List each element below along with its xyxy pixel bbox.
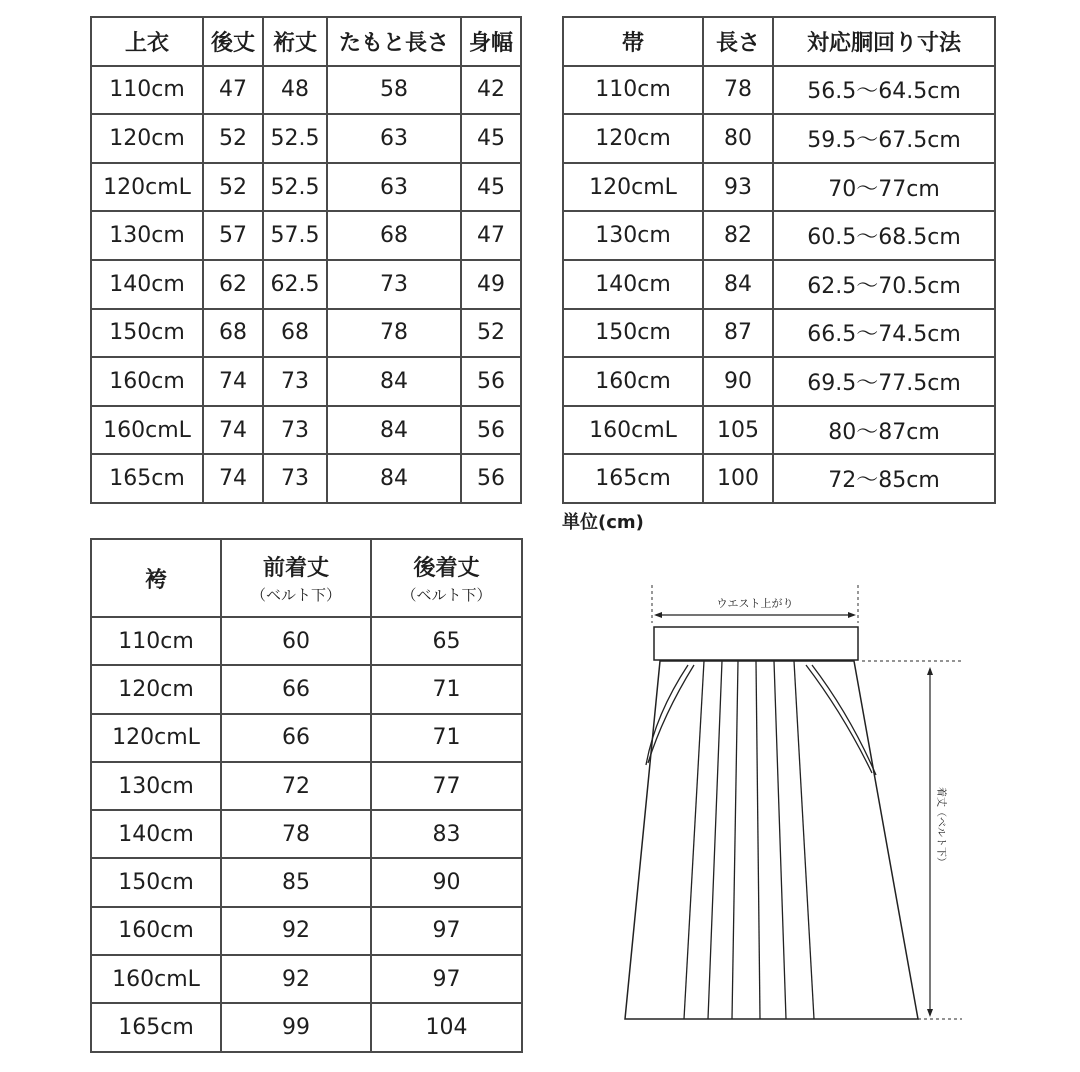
header-sublabel: （ベルト下） (401, 586, 492, 604)
cell: 140cm (91, 260, 203, 309)
header-cell: 対応胴回り寸法 (773, 17, 995, 66)
table-row (563, 163, 995, 212)
table-row (91, 163, 521, 212)
cell: 60.5～68.5cm (773, 211, 995, 260)
table-row (91, 66, 521, 115)
header-cell: たもと長さ (327, 17, 461, 66)
cell: 63 (327, 114, 461, 163)
cell: 57 (203, 211, 263, 260)
cell: 65 (371, 617, 522, 665)
cell: 140cm (563, 260, 703, 309)
table-header-row (91, 539, 522, 617)
cell: 150cm (91, 309, 203, 358)
cell: 71 (371, 714, 522, 762)
cell: 90 (703, 357, 773, 406)
cell: 52.5 (263, 114, 327, 163)
cell: 110cm (91, 617, 221, 665)
cell: 84 (327, 406, 461, 455)
cell: 58 (327, 66, 461, 115)
header-cell: 身幅 (461, 17, 521, 66)
cell: 140cm (91, 810, 221, 858)
cell: 100 (703, 454, 773, 503)
cell: 93 (703, 163, 773, 212)
cell: 73 (327, 260, 461, 309)
cell: 62.5～70.5cm (773, 260, 995, 309)
header-cell (221, 539, 371, 617)
table-header-row (563, 17, 995, 66)
hakama-body (625, 661, 918, 1019)
table-row (563, 211, 995, 260)
cell: 45 (461, 114, 521, 163)
header-sublabel: （ベルト下） (250, 586, 341, 604)
cell: 160cm (91, 907, 221, 955)
cell: 84 (703, 260, 773, 309)
table-row (91, 309, 521, 358)
cell: 47 (203, 66, 263, 115)
cell: 87 (703, 309, 773, 358)
cell: 150cm (563, 309, 703, 358)
cell: 56 (461, 454, 521, 503)
cell: 52 (203, 114, 263, 163)
cell: 160cmL (91, 955, 221, 1003)
table-row (91, 810, 522, 858)
table-row (563, 357, 995, 406)
cell: 66.5～74.5cm (773, 309, 995, 358)
cell: 160cm (563, 357, 703, 406)
cell: 72 (221, 762, 371, 810)
cell: 45 (461, 163, 521, 212)
cell: 56.5～64.5cm (773, 66, 995, 115)
cell: 110cm (563, 66, 703, 115)
cell: 120cmL (563, 163, 703, 212)
cell: 120cm (91, 665, 221, 713)
cell: 130cm (91, 762, 221, 810)
table-row (563, 114, 995, 163)
cell: 110cm (91, 66, 203, 115)
cell: 52 (203, 163, 263, 212)
table-row (563, 406, 995, 455)
cell: 66 (221, 714, 371, 762)
cell: 57.5 (263, 211, 327, 260)
cell: 80 (703, 114, 773, 163)
waistband (654, 627, 858, 660)
cell: 52.5 (263, 163, 327, 212)
table-row (91, 406, 521, 455)
header-label: 前着丈 (262, 556, 329, 581)
obi-size-table (562, 16, 996, 504)
cell: 105 (703, 406, 773, 455)
cell: 69.5～77.5cm (773, 357, 995, 406)
cell: 120cmL (91, 163, 203, 212)
cell: 48 (263, 66, 327, 115)
header-label: 袴 (144, 567, 167, 593)
cell: 78 (327, 309, 461, 358)
cell: 97 (371, 907, 522, 955)
cell: 74 (203, 454, 263, 503)
arrow-head-icon (848, 612, 856, 618)
cell: 62 (203, 260, 263, 309)
header-cell: 後丈 (203, 17, 263, 66)
cell: 49 (461, 260, 521, 309)
cell: 82 (703, 211, 773, 260)
cell: 70～77cm (773, 163, 995, 212)
cell: 68 (203, 309, 263, 358)
header-cell: 裄丈 (263, 17, 327, 66)
table-row (91, 114, 521, 163)
cell: 97 (371, 955, 522, 1003)
table-row (91, 357, 521, 406)
table-row (91, 1003, 522, 1051)
cell: 71 (371, 665, 522, 713)
cell: 59.5～67.5cm (773, 114, 995, 163)
cell: 83 (371, 810, 522, 858)
upper-garment-size-table (90, 16, 522, 504)
cell: 104 (371, 1003, 522, 1051)
cell: 60 (221, 617, 371, 665)
cell: 78 (221, 810, 371, 858)
table-row (91, 714, 522, 762)
hakama-diagram (600, 575, 980, 1035)
arrow-head-icon (654, 612, 662, 618)
cell: 130cm (563, 211, 703, 260)
cell: 42 (461, 66, 521, 115)
cell: 150cm (91, 858, 221, 906)
header-cell (91, 539, 221, 617)
cell: 68 (327, 211, 461, 260)
hakama-size-table (90, 538, 523, 1053)
waist-label: ウエスト上がり (716, 597, 794, 610)
table-row (91, 260, 521, 309)
cell: 68 (263, 309, 327, 358)
cell: 63 (327, 163, 461, 212)
cell: 52 (461, 309, 521, 358)
arrow-head-icon (927, 667, 933, 675)
cell: 120cmL (91, 714, 221, 762)
cell: 165cm (563, 454, 703, 503)
cell: 73 (263, 357, 327, 406)
table-row (91, 617, 522, 665)
cell: 99 (221, 1003, 371, 1051)
cell: 90 (371, 858, 522, 906)
table-row (91, 858, 522, 906)
table-row (563, 66, 995, 115)
cell: 72～85cm (773, 454, 995, 503)
length-label: 着丈（ベルト下） (935, 787, 946, 867)
cell: 78 (703, 66, 773, 115)
table-row (91, 762, 522, 810)
cell: 74 (203, 357, 263, 406)
cell: 47 (461, 211, 521, 260)
cell: 74 (203, 406, 263, 455)
cell: 92 (221, 955, 371, 1003)
cell: 80～87cm (773, 406, 995, 455)
cell: 160cmL (91, 406, 203, 455)
unit-note: 単位(cm) (562, 512, 644, 533)
cell: 56 (461, 357, 521, 406)
cell: 66 (221, 665, 371, 713)
header-cell: 長さ (703, 17, 773, 66)
arrow-head-icon (927, 1009, 933, 1017)
table-row (91, 211, 521, 260)
cell: 160cmL (563, 406, 703, 455)
header-cell (371, 539, 522, 617)
header-label: 後着丈 (413, 556, 480, 581)
header-cell: 上衣 (91, 17, 203, 66)
table-header-row (91, 17, 521, 66)
cell: 62.5 (263, 260, 327, 309)
cell: 73 (263, 454, 327, 503)
cell: 165cm (91, 1003, 221, 1051)
cell: 120cm (91, 114, 203, 163)
cell: 165cm (91, 454, 203, 503)
cell: 84 (327, 357, 461, 406)
cell: 77 (371, 762, 522, 810)
table-row (563, 260, 995, 309)
cell: 84 (327, 454, 461, 503)
table-row (563, 454, 995, 503)
cell: 120cm (563, 114, 703, 163)
cell: 92 (221, 907, 371, 955)
cell: 56 (461, 406, 521, 455)
table-row (91, 665, 522, 713)
cell: 130cm (91, 211, 203, 260)
cell: 85 (221, 858, 371, 906)
cell: 73 (263, 406, 327, 455)
table-row (563, 309, 995, 358)
table-row (91, 454, 521, 503)
table-row (91, 955, 522, 1003)
header-cell: 帯 (563, 17, 703, 66)
table-row (91, 907, 522, 955)
cell: 160cm (91, 357, 203, 406)
